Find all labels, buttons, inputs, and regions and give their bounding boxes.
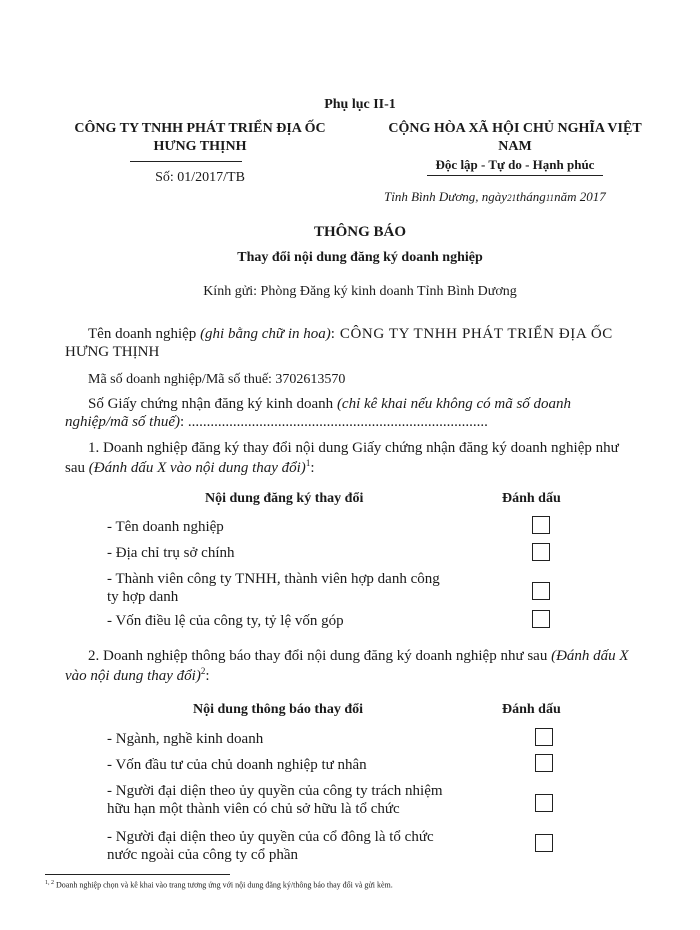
- document-subtitle: Thay đổi nội dung đăng ký doanh nghiệp: [237, 250, 483, 265]
- section1-intro-line1: 1. Doanh nghiệp đăng ký thay đổi nội dung Giấy chứng nhận đăng ký doanh nghiệp như: [88, 440, 619, 456]
- section2-item-llc-representative-line1: - Người đại diện theo ủy quyền của công ty trách nhiệm: [107, 783, 443, 799]
- date-prefix: Tỉnh Bình Dương, ngày: [384, 189, 508, 204]
- section1-checkbox-charter-capital[interactable]: [532, 610, 550, 628]
- section2-item-llc-representative-line2: hữu hạn một thành viên có chủ sở hữu là tổ chức: [107, 801, 400, 817]
- section2-intro-text: 2. Doanh nghiệp thông báo thay đổi nội dung đăng ký doanh nghiệp như sau: [88, 648, 548, 664]
- section2-checkbox-foreign-shareholder[interactable]: [535, 834, 553, 852]
- section1-checkbox-members[interactable]: [532, 582, 550, 600]
- section2-intro-line2: vào nội dung thay đổi)$^2$:: [65, 666, 210, 684]
- date-year: năm 2017: [554, 189, 606, 204]
- business-cert-line-2: [65, 414, 488, 431]
- section1-checkbox-head-office[interactable]: [532, 543, 550, 561]
- business-cert-label: Số Giấy chứng nhận đăng ký kinh doanh: [88, 396, 334, 412]
- section2-checkbox-llc-representative[interactable]: [535, 794, 553, 812]
- business-cert-dots: : ................................................................................: [179, 414, 488, 430]
- section1-item-charter-capital: - Vốn điều lệ của công ty, tỷ lệ vốn góp: [107, 613, 344, 629]
- section1-item-head-office: - Địa chỉ trụ sở chính: [107, 545, 235, 561]
- footnote-ref-2: 2: [200, 666, 206, 676]
- section2-intro-hint-1: (Đánh dấu X: [551, 648, 629, 664]
- section1-header-content: Nội dung đăng ký thay đổi: [205, 491, 364, 506]
- section2-checkbox-business-lines[interactable]: [535, 728, 553, 746]
- section1-header-mark: Đánh dấu: [502, 491, 561, 506]
- business-cert-hint-2: nghiệp/mã số thuế): [65, 414, 180, 430]
- section1-item-members-line1: - Thành viên công ty TNHH, thành viên hợp danh công: [107, 571, 440, 587]
- national-title-line2: NAM: [498, 139, 532, 154]
- enterprise-code: Mã số doanh nghiệp/Mã số thuế: 3702613570: [88, 372, 346, 387]
- section1-item-company-name: - Tên doanh nghiệp: [107, 519, 224, 535]
- section2-item-business-lines: - Ngành, nghề kinh doanh: [107, 731, 264, 747]
- date-line: [384, 189, 606, 205]
- enterprise-name-label: Tên doanh nghiệp: [88, 326, 197, 342]
- section1-intro-hint: (Đánh dấu X vào nội dung thay đổi): [88, 460, 306, 476]
- footnote-marker: 1, 2: [45, 880, 54, 886]
- section1-intro-prefix: sau: [65, 460, 85, 476]
- business-cert-hint-1: (chỉ kê khai nếu không có mã số doanh: [336, 396, 572, 412]
- date-day: 21: [507, 193, 517, 203]
- section1-checkbox-company-name[interactable]: [532, 516, 550, 534]
- national-motto: Độc lập - Tự do - Hạnh phúc: [435, 157, 595, 172]
- recipient-line: Kính gửi: Phòng Đăng ký kinh doanh Tỉnh Bình Dương: [203, 284, 517, 299]
- business-cert-line: [88, 396, 571, 413]
- company-underline: [130, 161, 242, 162]
- enterprise-name-hint: (ghi bằng chữ in hoa): [200, 326, 331, 342]
- date-month: 11: [545, 193, 555, 203]
- section2-item-foreign-shareholder-line1: - Người đại diện theo ủy quyền của cổ đông là tổ chức: [107, 829, 434, 845]
- section2-intro-hint-2: vào nội dung thay đổi): [65, 668, 201, 684]
- section1-intro-line2: sau (Đánh dấu X vào nội dung thay đổi)$^1$:: [65, 458, 315, 476]
- enterprise-name-line: [88, 326, 613, 343]
- footnote-separator: [45, 874, 230, 875]
- motto-underline: [427, 175, 603, 176]
- section2-intro-line1: [88, 648, 629, 665]
- date-month-word: tháng: [516, 189, 546, 204]
- company-name-line2: HƯNG THỊNH: [153, 139, 247, 154]
- document-number: Số: 01/2017/TB: [155, 170, 245, 185]
- document-title: THÔNG BÁO: [313, 224, 407, 240]
- section2-header-content: Nội dung thông báo thay đổi: [193, 702, 364, 717]
- section1-item-members-line2: ty hợp danh: [107, 589, 179, 605]
- section2-checkbox-investment-capital[interactable]: [535, 754, 553, 772]
- section2-item-foreign-shareholder-line2: nước ngoài của công ty cổ phần: [107, 847, 299, 863]
- footnote-text: Doanh nghiệp chọn và kê khai vào trang tương ứng với nội dung đăng ký/thông báo thay đổi và gửi kèm.: [56, 880, 393, 890]
- section2-item-investment-capital: - Vốn đầu tư của chủ doanh nghiệp tư nhân: [107, 757, 367, 773]
- footnote-ref-1: 1: [305, 458, 311, 468]
- enterprise-name-continuation: HƯNG THỊNH: [65, 344, 160, 360]
- section2-header-mark: Đánh dấu: [502, 702, 561, 717]
- company-name-line1: CÔNG TY TNHH PHÁT TRIỂN ĐỊA ỐC: [74, 121, 326, 136]
- appendix-label: Phụ lục II-1: [324, 97, 396, 112]
- national-title-line1: CỘNG HÒA XÃ HỘI CHỦ NGHĨA VIỆT: [388, 121, 642, 136]
- footnote: [45, 880, 393, 890]
- enterprise-name-value: : CÔNG TY TNHH PHÁT TRIỂN ĐỊA ỐC: [330, 326, 613, 342]
